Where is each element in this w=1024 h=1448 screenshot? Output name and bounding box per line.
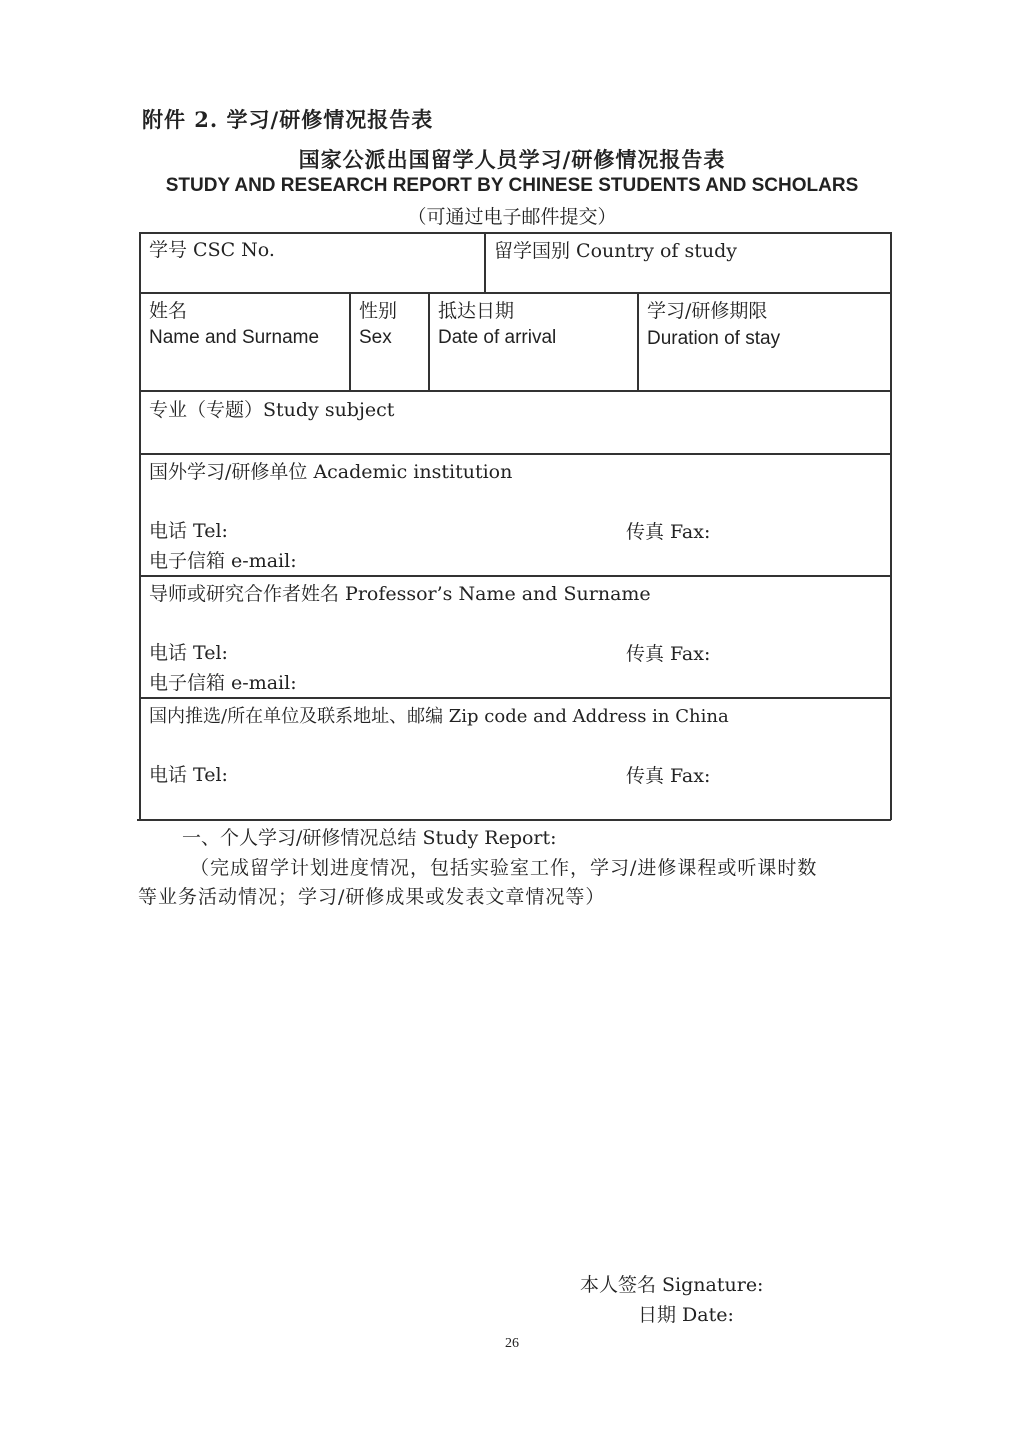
attachment-title: 附件 2. 学习/研修情况报告表 bbox=[142, 107, 434, 132]
duration-label-cn: 学习/研修期限 bbox=[647, 300, 768, 322]
study-report-description: （完成留学计划进度情况，包括实验室工作，学习/进修课程或听课时数 bbox=[190, 857, 818, 879]
form-title-english: STUDY AND RESEARCH REPORT BY CHINESE STUDENTS AND SCHOLARS bbox=[165, 175, 859, 196]
institution-email-label: 电子信箱 e-mail: bbox=[149, 550, 297, 572]
professor-tel-label: 电话 Tel: bbox=[149, 642, 228, 664]
form-title-chinese: 国家公派出国留学人员学习/研修情况报告表 bbox=[298, 147, 726, 172]
institution-tel-label: 电话 Tel: bbox=[149, 520, 228, 542]
domestic-fax-label: 传真 Fax: bbox=[626, 765, 711, 787]
duration-label-en: Duration of stay bbox=[647, 328, 781, 349]
study-subject-label: 专业（专题）Study subject bbox=[149, 399, 395, 421]
arrival-date-label-cn: 抵达日期 bbox=[438, 300, 515, 322]
table-border-bottom bbox=[137, 819, 891, 821]
sex-label-en: Sex bbox=[359, 327, 392, 348]
table-row-divider bbox=[139, 697, 891, 699]
name-label-cn: 姓名 bbox=[149, 300, 188, 322]
institution-fax-label: 传真 Fax: bbox=[626, 521, 711, 543]
country-of-study-label: 留学国别 Country of study bbox=[494, 240, 738, 262]
form-submission-note: （可通过电子邮件提交） bbox=[407, 206, 617, 228]
table-row-divider bbox=[139, 292, 891, 294]
signature-label: 本人签名 Signature: bbox=[580, 1274, 764, 1296]
sex-label-cn: 性别 bbox=[359, 300, 398, 322]
professor-name-label: 导师或研究合作者姓名 Professor’s Name and Surname bbox=[149, 583, 651, 605]
study-report-heading: 一、个人学习/研修情况总结 Study Report: bbox=[182, 827, 557, 849]
table-col-divider bbox=[484, 232, 486, 292]
table-border-left bbox=[139, 232, 141, 820]
academic-institution-label: 国外学习/研修单位 Academic institution bbox=[149, 461, 513, 483]
table-col-divider bbox=[349, 292, 351, 390]
table-row-divider bbox=[139, 390, 891, 392]
professor-fax-label: 传真 Fax: bbox=[626, 643, 711, 665]
professor-email-label: 电子信箱 e-mail: bbox=[149, 672, 297, 694]
domestic-address-label: 国内推选/所在单位及联系地址、邮编 Zip code and Address in China bbox=[149, 706, 729, 727]
csc-number-label: 学号 CSC No. bbox=[149, 239, 275, 261]
table-col-divider bbox=[428, 292, 430, 390]
page-number: 26 bbox=[505, 1336, 519, 1351]
table-row-divider bbox=[139, 453, 891, 455]
table-border-right bbox=[890, 232, 892, 820]
table-col-divider bbox=[637, 292, 639, 390]
arrival-date-label-en: Date of arrival bbox=[438, 327, 557, 348]
table-row-divider bbox=[139, 575, 891, 577]
table-border-top bbox=[139, 232, 891, 234]
date-label: 日期 Date: bbox=[638, 1304, 734, 1326]
study-report-description-continued: 等业务活动情况；学习/研修成果或发表文章情况等） bbox=[138, 886, 606, 908]
name-label-en: Name and Surname bbox=[149, 327, 320, 348]
domestic-tel-label: 电话 Tel: bbox=[149, 764, 228, 786]
